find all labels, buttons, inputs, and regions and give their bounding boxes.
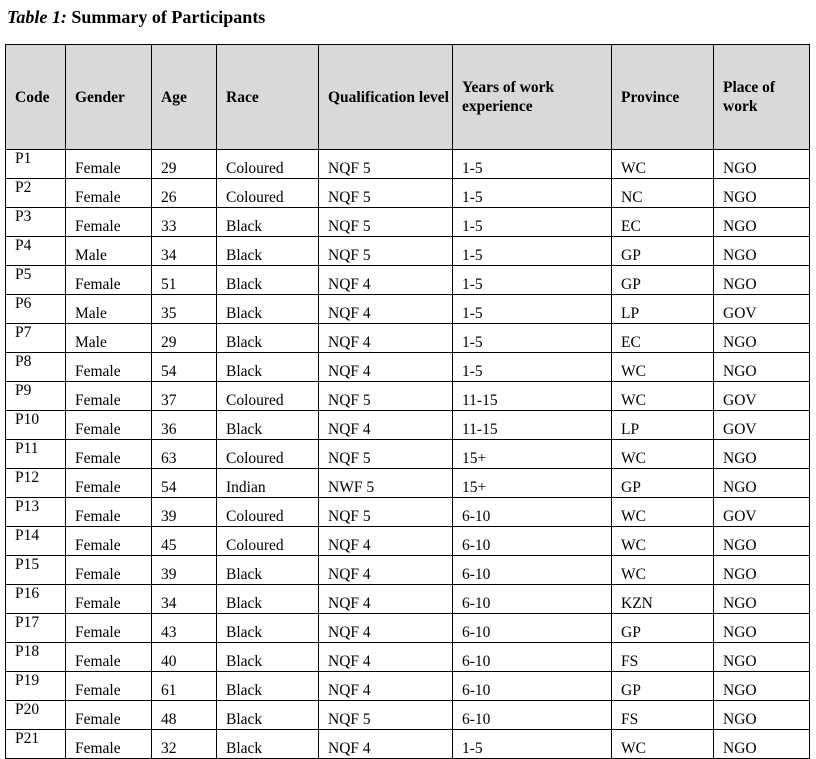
cell-race: Black [217,701,319,730]
participants-table [5,44,810,759]
table-row [6,266,810,295]
cell-qualification: NQF 5 [319,498,453,527]
cell-code: P6 [6,295,66,324]
cell-race: Coloured [217,150,319,179]
cell-code: P18 [6,643,66,672]
cell-code: P20 [6,701,66,730]
cell-race: Black [217,237,319,266]
cell-place: NGO [714,353,810,382]
cell-province: WC [612,440,714,469]
cell-qualification: NQF 4 [319,295,453,324]
cell-experience: 1-5 [453,730,612,759]
table-row [6,527,810,556]
cell-province: EC [612,208,714,237]
cell-gender: Male [66,237,152,266]
cell-age: 43 [152,614,217,643]
cell-province: WC [612,556,714,585]
cell-experience: 1-5 [453,237,612,266]
cell-race: Black [217,730,319,759]
cell-experience: 6-10 [453,527,612,556]
table-caption-title: Summary of Participants [71,7,266,27]
cell-qualification: NQF 5 [319,179,453,208]
cell-place: GOV [714,411,810,440]
header-code: Code [6,45,66,150]
cell-place: GOV [714,382,810,411]
cell-place: NGO [714,643,810,672]
table-row [6,353,810,382]
table-row [6,411,810,440]
cell-place: NGO [714,150,810,179]
cell-age: 39 [152,498,217,527]
cell-race: Black [217,208,319,237]
cell-code: P5 [6,266,66,295]
cell-race: Black [217,324,319,353]
cell-code: P12 [6,469,66,498]
cell-gender: Female [66,614,152,643]
table-row [6,382,810,411]
cell-province: WC [612,730,714,759]
table-row [6,179,810,208]
cell-experience: 11-15 [453,411,612,440]
cell-age: 45 [152,527,217,556]
cell-race: Black [217,585,319,614]
cell-place: NGO [714,469,810,498]
cell-race: Indian [217,469,319,498]
cell-age: 35 [152,295,217,324]
table-row [6,150,810,179]
cell-gender: Female [66,701,152,730]
cell-qualification: NQF 4 [319,411,453,440]
cell-code: P21 [6,730,66,759]
cell-code: P10 [6,411,66,440]
cell-qualification: NQF 5 [319,440,453,469]
cell-place: NGO [714,701,810,730]
cell-place: GOV [714,295,810,324]
cell-qualification: NQF 5 [319,237,453,266]
cell-race: Coloured [217,179,319,208]
cell-qualification: NQF 5 [319,701,453,730]
cell-province: LP [612,295,714,324]
cell-gender: Female [66,643,152,672]
cell-code: P11 [6,440,66,469]
cell-place: NGO [714,585,810,614]
cell-place: NGO [714,440,810,469]
cell-race: Black [217,353,319,382]
cell-province: WC [612,498,714,527]
cell-code: P4 [6,237,66,266]
cell-gender: Female [66,730,152,759]
cell-place: NGO [714,614,810,643]
cell-experience: 11-15 [453,382,612,411]
cell-province: FS [612,701,714,730]
cell-qualification: NQF 4 [319,527,453,556]
cell-code: P3 [6,208,66,237]
cell-experience: 1-5 [453,324,612,353]
cell-gender: Female [66,527,152,556]
cell-experience: 1-5 [453,208,612,237]
cell-place: NGO [714,179,810,208]
cell-province: WC [612,382,714,411]
cell-code: P15 [6,556,66,585]
cell-age: 36 [152,411,217,440]
cell-experience: 1-5 [453,353,612,382]
cell-race: Black [217,672,319,701]
cell-province: WC [612,150,714,179]
cell-race: Coloured [217,382,319,411]
table-row [6,295,810,324]
cell-code: P14 [6,527,66,556]
cell-code: P2 [6,179,66,208]
cell-age: 40 [152,643,217,672]
table-caption-label: Table 1: [7,7,67,27]
cell-province: EC [612,324,714,353]
cell-place: NGO [714,208,810,237]
cell-code: P1 [6,150,66,179]
header-race: Race [217,45,319,150]
table-row [6,440,810,469]
cell-place: NGO [714,266,810,295]
header-qualification: Qualification level [319,45,453,150]
cell-experience: 6-10 [453,585,612,614]
table-row [6,324,810,353]
cell-place: NGO [714,527,810,556]
cell-experience: 6-10 [453,498,612,527]
cell-qualification: NQF 4 [319,730,453,759]
cell-age: 54 [152,469,217,498]
cell-race: Black [217,556,319,585]
cell-experience: 6-10 [453,643,612,672]
cell-qualification: NQF 5 [319,382,453,411]
cell-place: NGO [714,672,810,701]
cell-experience: 1-5 [453,295,612,324]
table-row [6,672,810,701]
table-body [6,150,810,759]
cell-gender: Female [66,179,152,208]
cell-province: GP [612,469,714,498]
cell-place: NGO [714,237,810,266]
cell-code: P13 [6,498,66,527]
cell-race: Coloured [217,440,319,469]
cell-experience: 6-10 [453,701,612,730]
header-row [6,45,810,150]
cell-province: GP [612,614,714,643]
cell-place: NGO [714,324,810,353]
cell-gender: Female [66,208,152,237]
cell-race: Black [217,614,319,643]
cell-age: 32 [152,730,217,759]
table-row [6,701,810,730]
cell-age: 54 [152,353,217,382]
header-age: Age [152,45,217,150]
table-row [6,208,810,237]
header-place: Place of work [714,45,810,150]
cell-gender: Female [66,382,152,411]
cell-province: GP [612,266,714,295]
cell-race: Black [217,643,319,672]
cell-province: GP [612,237,714,266]
cell-experience: 1-5 [453,150,612,179]
cell-qualification: NQF 4 [319,643,453,672]
cell-age: 34 [152,585,217,614]
cell-age: 63 [152,440,217,469]
cell-race: Black [217,266,319,295]
cell-qualification: NQF 5 [319,150,453,179]
cell-code: P7 [6,324,66,353]
cell-race: Black [217,411,319,440]
cell-province: NC [612,179,714,208]
cell-experience: 6-10 [453,672,612,701]
table-row [6,237,810,266]
cell-race: Coloured [217,527,319,556]
header-gender: Gender [66,45,152,150]
cell-qualification: NQF 5 [319,208,453,237]
cell-age: 29 [152,150,217,179]
cell-gender: Female [66,585,152,614]
cell-experience: 6-10 [453,556,612,585]
cell-province: WC [612,527,714,556]
cell-province: KZN [612,585,714,614]
table-row [6,585,810,614]
header-experience: Years of work experience [453,45,612,150]
cell-gender: Male [66,324,152,353]
cell-gender: Male [66,295,152,324]
cell-gender: Female [66,411,152,440]
table-row [6,730,810,759]
cell-experience: 15+ [453,469,612,498]
cell-age: 37 [152,382,217,411]
cell-age: 61 [152,672,217,701]
cell-race: Coloured [217,498,319,527]
cell-experience: 15+ [453,440,612,469]
table-header [6,45,810,150]
cell-place: NGO [714,556,810,585]
cell-code: P16 [6,585,66,614]
cell-province: LP [612,411,714,440]
cell-age: 39 [152,556,217,585]
cell-age: 48 [152,701,217,730]
cell-qualification: NQF 4 [319,324,453,353]
cell-experience: 1-5 [453,179,612,208]
table-caption [7,7,265,28]
cell-qualification: NQF 4 [319,353,453,382]
cell-province: GP [612,672,714,701]
cell-gender: Female [66,150,152,179]
cell-race: Black [217,295,319,324]
cell-age: 34 [152,237,217,266]
cell-qualification: NQF 4 [319,266,453,295]
table-row [6,469,810,498]
cell-gender: Female [66,498,152,527]
cell-age: 51 [152,266,217,295]
cell-age: 33 [152,208,217,237]
cell-gender: Female [66,469,152,498]
table-row [6,556,810,585]
cell-qualification: NWF 5 [319,469,453,498]
cell-gender: Female [66,672,152,701]
cell-gender: Female [66,353,152,382]
table-row [6,614,810,643]
cell-gender: Female [66,440,152,469]
cell-experience: 6-10 [453,614,612,643]
cell-qualification: NQF 4 [319,556,453,585]
cell-province: FS [612,643,714,672]
cell-code: P9 [6,382,66,411]
cell-age: 26 [152,179,217,208]
cell-qualification: NQF 4 [319,672,453,701]
cell-qualification: NQF 4 [319,614,453,643]
cell-qualification: NQF 4 [319,585,453,614]
cell-experience: 1-5 [453,266,612,295]
cell-code: P19 [6,672,66,701]
cell-gender: Female [66,556,152,585]
table-row [6,498,810,527]
header-province: Province [612,45,714,150]
cell-province: WC [612,353,714,382]
cell-code: P17 [6,614,66,643]
cell-gender: Female [66,266,152,295]
cell-code: P8 [6,353,66,382]
cell-place: GOV [714,498,810,527]
cell-age: 29 [152,324,217,353]
table-row [6,643,810,672]
cell-place: NGO [714,730,810,759]
